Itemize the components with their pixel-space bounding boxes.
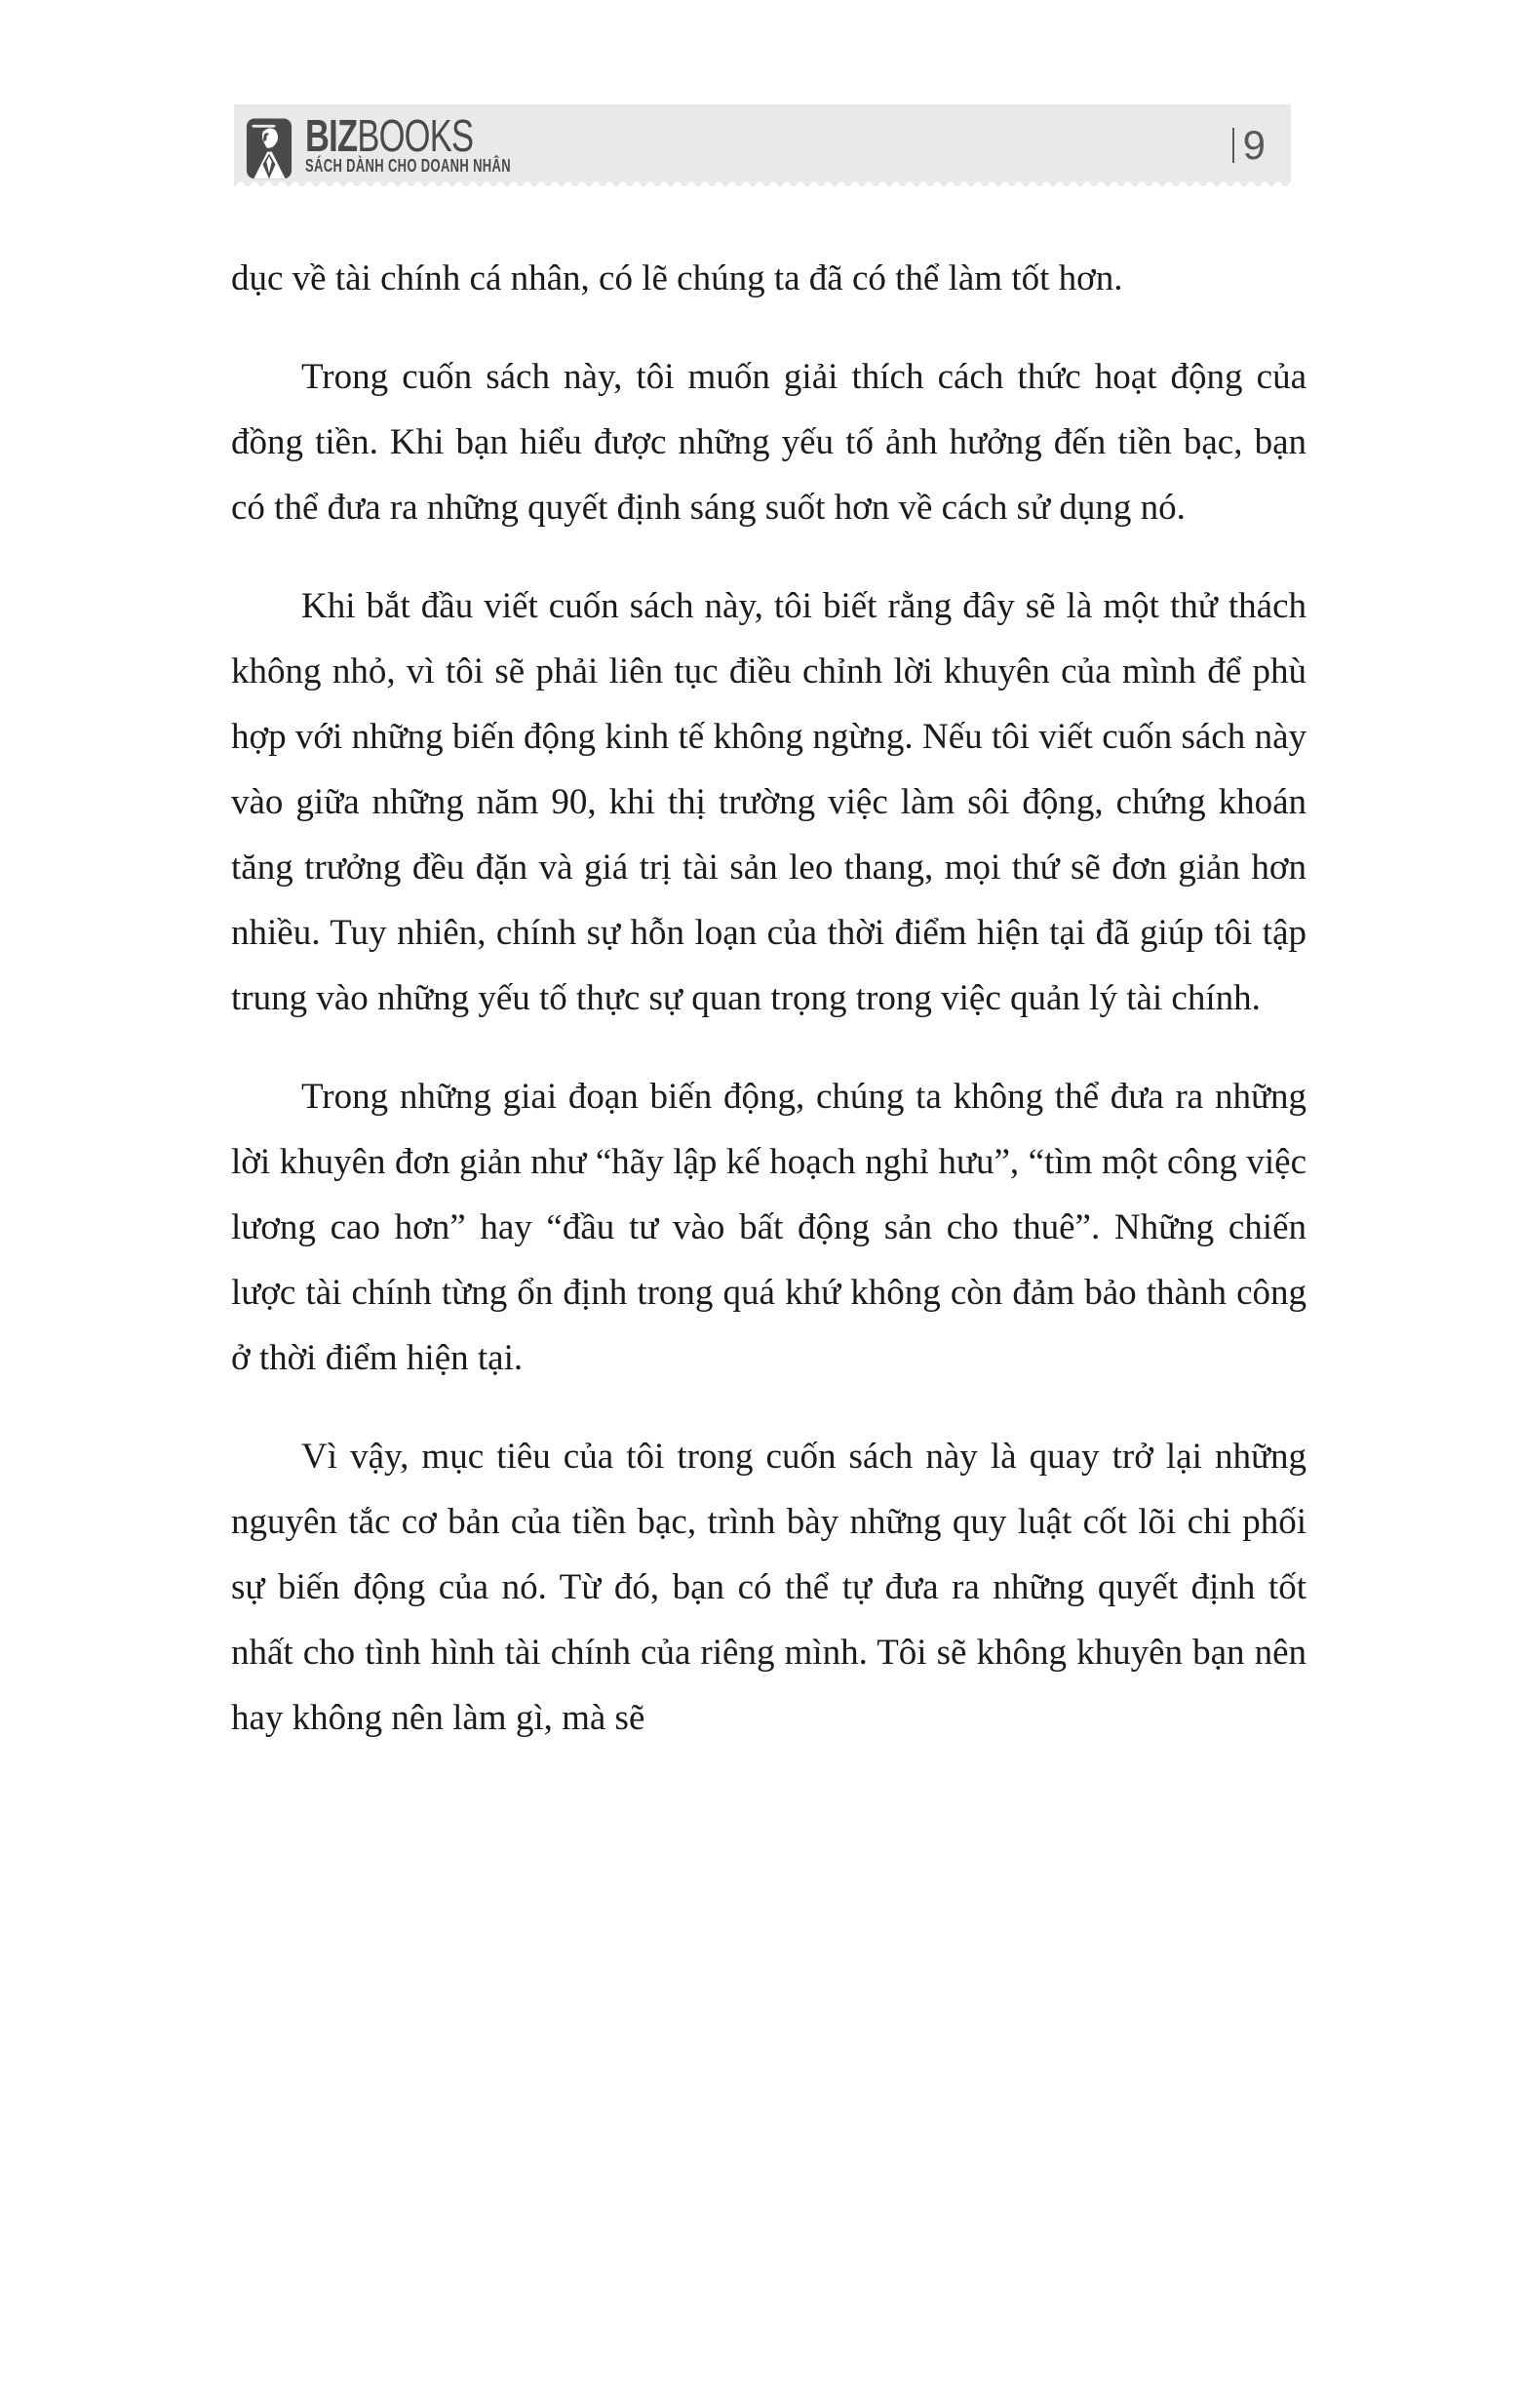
paragraph-list — [231, 246, 1306, 1751]
brand-tagline: SÁCH DÀNH CHO DOANH NHÂN — [305, 155, 511, 176]
publisher-logo — [246, 104, 591, 186]
body-paragraph: Khi bắt đầu viết cuốn sách này, tôi biết rằng đây sẽ là một thử thách không nhỏ, vì tôi sẽ phải liên tục điều chỉnh lời khuyên của mình để phù hợp với những biến động kinh tế không ngừng. Nếu tôi viết cuốn sách này vào giữa những năm 90, khi thị trường việc làm sôi động, chứng khoán tăng trưởng đều đặn và giá trị tài sản leo thang, mọi thứ sẽ đơn giản hơn nhiều. Tuy nhiên, chính sự hỗn loạn của thời điểm hiện tại đã giúp tôi tập trung vào những yếu tố thực sự quan trọng trong việc quản lý tài chính. — [231, 586, 1306, 1018]
page-number-value: 9 — [1242, 122, 1266, 168]
brand-wordmark-biz: BIZ — [305, 109, 358, 161]
page-number — [1232, 122, 1266, 168]
bizbooks-book-person-icon — [246, 114, 292, 180]
page-number-divider — [1232, 128, 1234, 163]
page-header — [234, 104, 1291, 186]
page-body — [231, 246, 1306, 1784]
body-paragraph: Trong cuốn sách này, tôi muốn giải thích cách thức hoạt động của đồng tiền. Khi bạn hiểu được những yếu tố ảnh hưởng đến tiền bạc, bạn có thể đưa ra những quyết định sáng suốt hơn về cách sử dụng nó. — [231, 357, 1306, 528]
perforated-edge — [234, 181, 1291, 191]
brand-text — [305, 109, 591, 176]
body-paragraph: dục về tài chính cá nhân, có lẽ chúng ta đã có thể làm tốt hơn. — [231, 258, 1123, 298]
body-paragraph: Trong những giai đoạn biến động, chúng ta không thể đưa ra những lời khuyên đơn giản như “hãy lập kế hoạch nghỉ hưu”, “tìm một công việc lương cao hơn” hay “đầu tư vào bất động sản cho thuê”. Những chiến lược tài chính từng ổn định trong quá khứ không còn đảm bảo thành công ở thời điểm hiện tại. — [231, 1077, 1306, 1378]
brand-wordmark-books: BOOKS — [357, 109, 474, 161]
brand-wordmark — [305, 109, 520, 161]
body-paragraph: Vì vậy, mục tiêu của tôi trong cuốn sách này là quay trở lại những nguyên tắc cơ bản của tiền bạc, trình bày những quy luật cốt lõi chi phối sự biến động của nó. Từ đó, bạn có thể tự đưa ra những quyết định tốt nhất cho tình hình tài chính của riêng mình. Tôi sẽ không khuyên bạn nên hay không nên làm gì, mà sẽ — [231, 1437, 1306, 1738]
